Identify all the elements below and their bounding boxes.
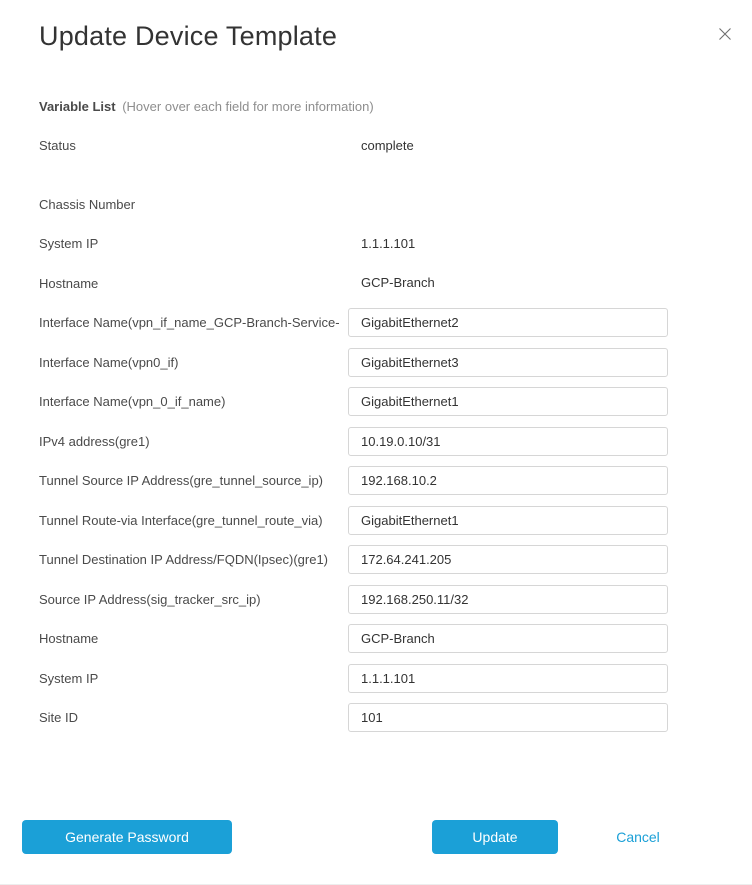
field-row (39, 303, 752, 343)
field-value-cell (348, 703, 670, 732)
field-value-cell (348, 585, 670, 614)
field-value-cell (348, 624, 670, 653)
field-input-hostname[interactable] (348, 624, 668, 653)
field-label-gre-tunnel-dest: Tunnel Destination IP Address/FQDN(Ipsec)(gre1) (39, 552, 329, 568)
update-device-template-dialog (0, 20, 752, 885)
generate-password-button[interactable]: Generate Password (22, 820, 232, 854)
field-value-cell (348, 137, 670, 155)
dialog-footer (0, 820, 752, 854)
cancel-link[interactable]: Cancel (600, 820, 676, 854)
field-value-cell (348, 466, 670, 495)
field-label-vpn-if-name: Interface Name(vpn_if_name_GCP-Branch-Service- (39, 315, 340, 331)
variable-list-header (39, 99, 752, 114)
field-row (39, 264, 752, 304)
field-label-hostname: Hostname (39, 631, 99, 647)
field-input-ipv4-address-gre1[interactable] (348, 427, 668, 456)
field-row (39, 501, 752, 541)
field-value-system-ip-readonly: 1.1.1.101 (361, 235, 416, 251)
field-row (39, 382, 752, 422)
field-input-vpn-0-if-name[interactable] (348, 387, 668, 416)
field-value-cell (348, 506, 670, 535)
field-row (39, 461, 752, 501)
field-row (39, 540, 752, 580)
field-input-system-ip[interactable] (348, 664, 668, 693)
field-label-system-ip-readonly: System IP (39, 236, 99, 252)
field-label-vpn-0-if-name: Interface Name(vpn_0_if_name) (39, 394, 226, 410)
field-input-site-id[interactable] (348, 703, 668, 732)
field-label-status: Status (39, 138, 76, 154)
field-row (39, 126, 752, 166)
dialog-title: Update Device Template (39, 21, 338, 51)
field-value-cell (348, 545, 670, 574)
variable-list-heading: Variable List (39, 99, 116, 114)
field-label-hostname-readonly: Hostname (39, 275, 99, 291)
field-value-cell (348, 387, 670, 416)
field-label-sig-tracker-src-ip: Source IP Address(sig_tracker_src_ip) (39, 591, 261, 607)
field-label-site-id: Site ID (39, 710, 79, 726)
field-input-gre-tunnel-dest[interactable] (348, 545, 668, 574)
field-label-ipv4-address-gre1: IPv4 address(gre1) (39, 433, 150, 449)
field-value-cell (348, 664, 670, 693)
close-button[interactable] (716, 25, 734, 43)
field-value-status: complete (361, 137, 414, 153)
field-label-gre-tunnel-source-ip: Tunnel Source IP Address(gre_tunnel_source_ip) (39, 473, 324, 489)
field-value-cell (348, 348, 670, 377)
field-value-cell (348, 235, 670, 253)
field-input-sig-tracker-src-ip[interactable] (348, 585, 668, 614)
field-label-gre-tunnel-route-via: Tunnel Route-via Interface(gre_tunnel_route_via) (39, 512, 323, 528)
close-icon (718, 27, 732, 41)
field-row (39, 659, 752, 699)
variable-list (39, 126, 752, 738)
field-value-cell (348, 274, 670, 292)
field-input-gre-tunnel-source-ip[interactable] (348, 466, 668, 495)
field-input-vpn-if-name[interactable] (348, 308, 668, 337)
field-row (39, 224, 752, 264)
field-row (39, 580, 752, 620)
field-input-gre-tunnel-route-via[interactable] (348, 506, 668, 535)
field-value-cell (348, 308, 670, 337)
field-row (39, 619, 752, 659)
field-value-cell (348, 427, 670, 456)
field-label-vpn0-if: Interface Name(vpn0_if) (39, 354, 179, 370)
variable-list-hint: (Hover over each field for more information) (122, 99, 374, 114)
field-input-vpn0-if[interactable] (348, 348, 668, 377)
field-row (39, 422, 752, 462)
field-label-chassis-number: Chassis Number (39, 196, 136, 212)
update-button[interactable]: Update (432, 820, 558, 854)
field-row (39, 185, 752, 225)
field-label-system-ip: System IP (39, 670, 99, 686)
field-value-hostname-readonly: GCP-Branch (361, 275, 435, 291)
field-row (39, 343, 752, 383)
field-row (39, 698, 752, 738)
